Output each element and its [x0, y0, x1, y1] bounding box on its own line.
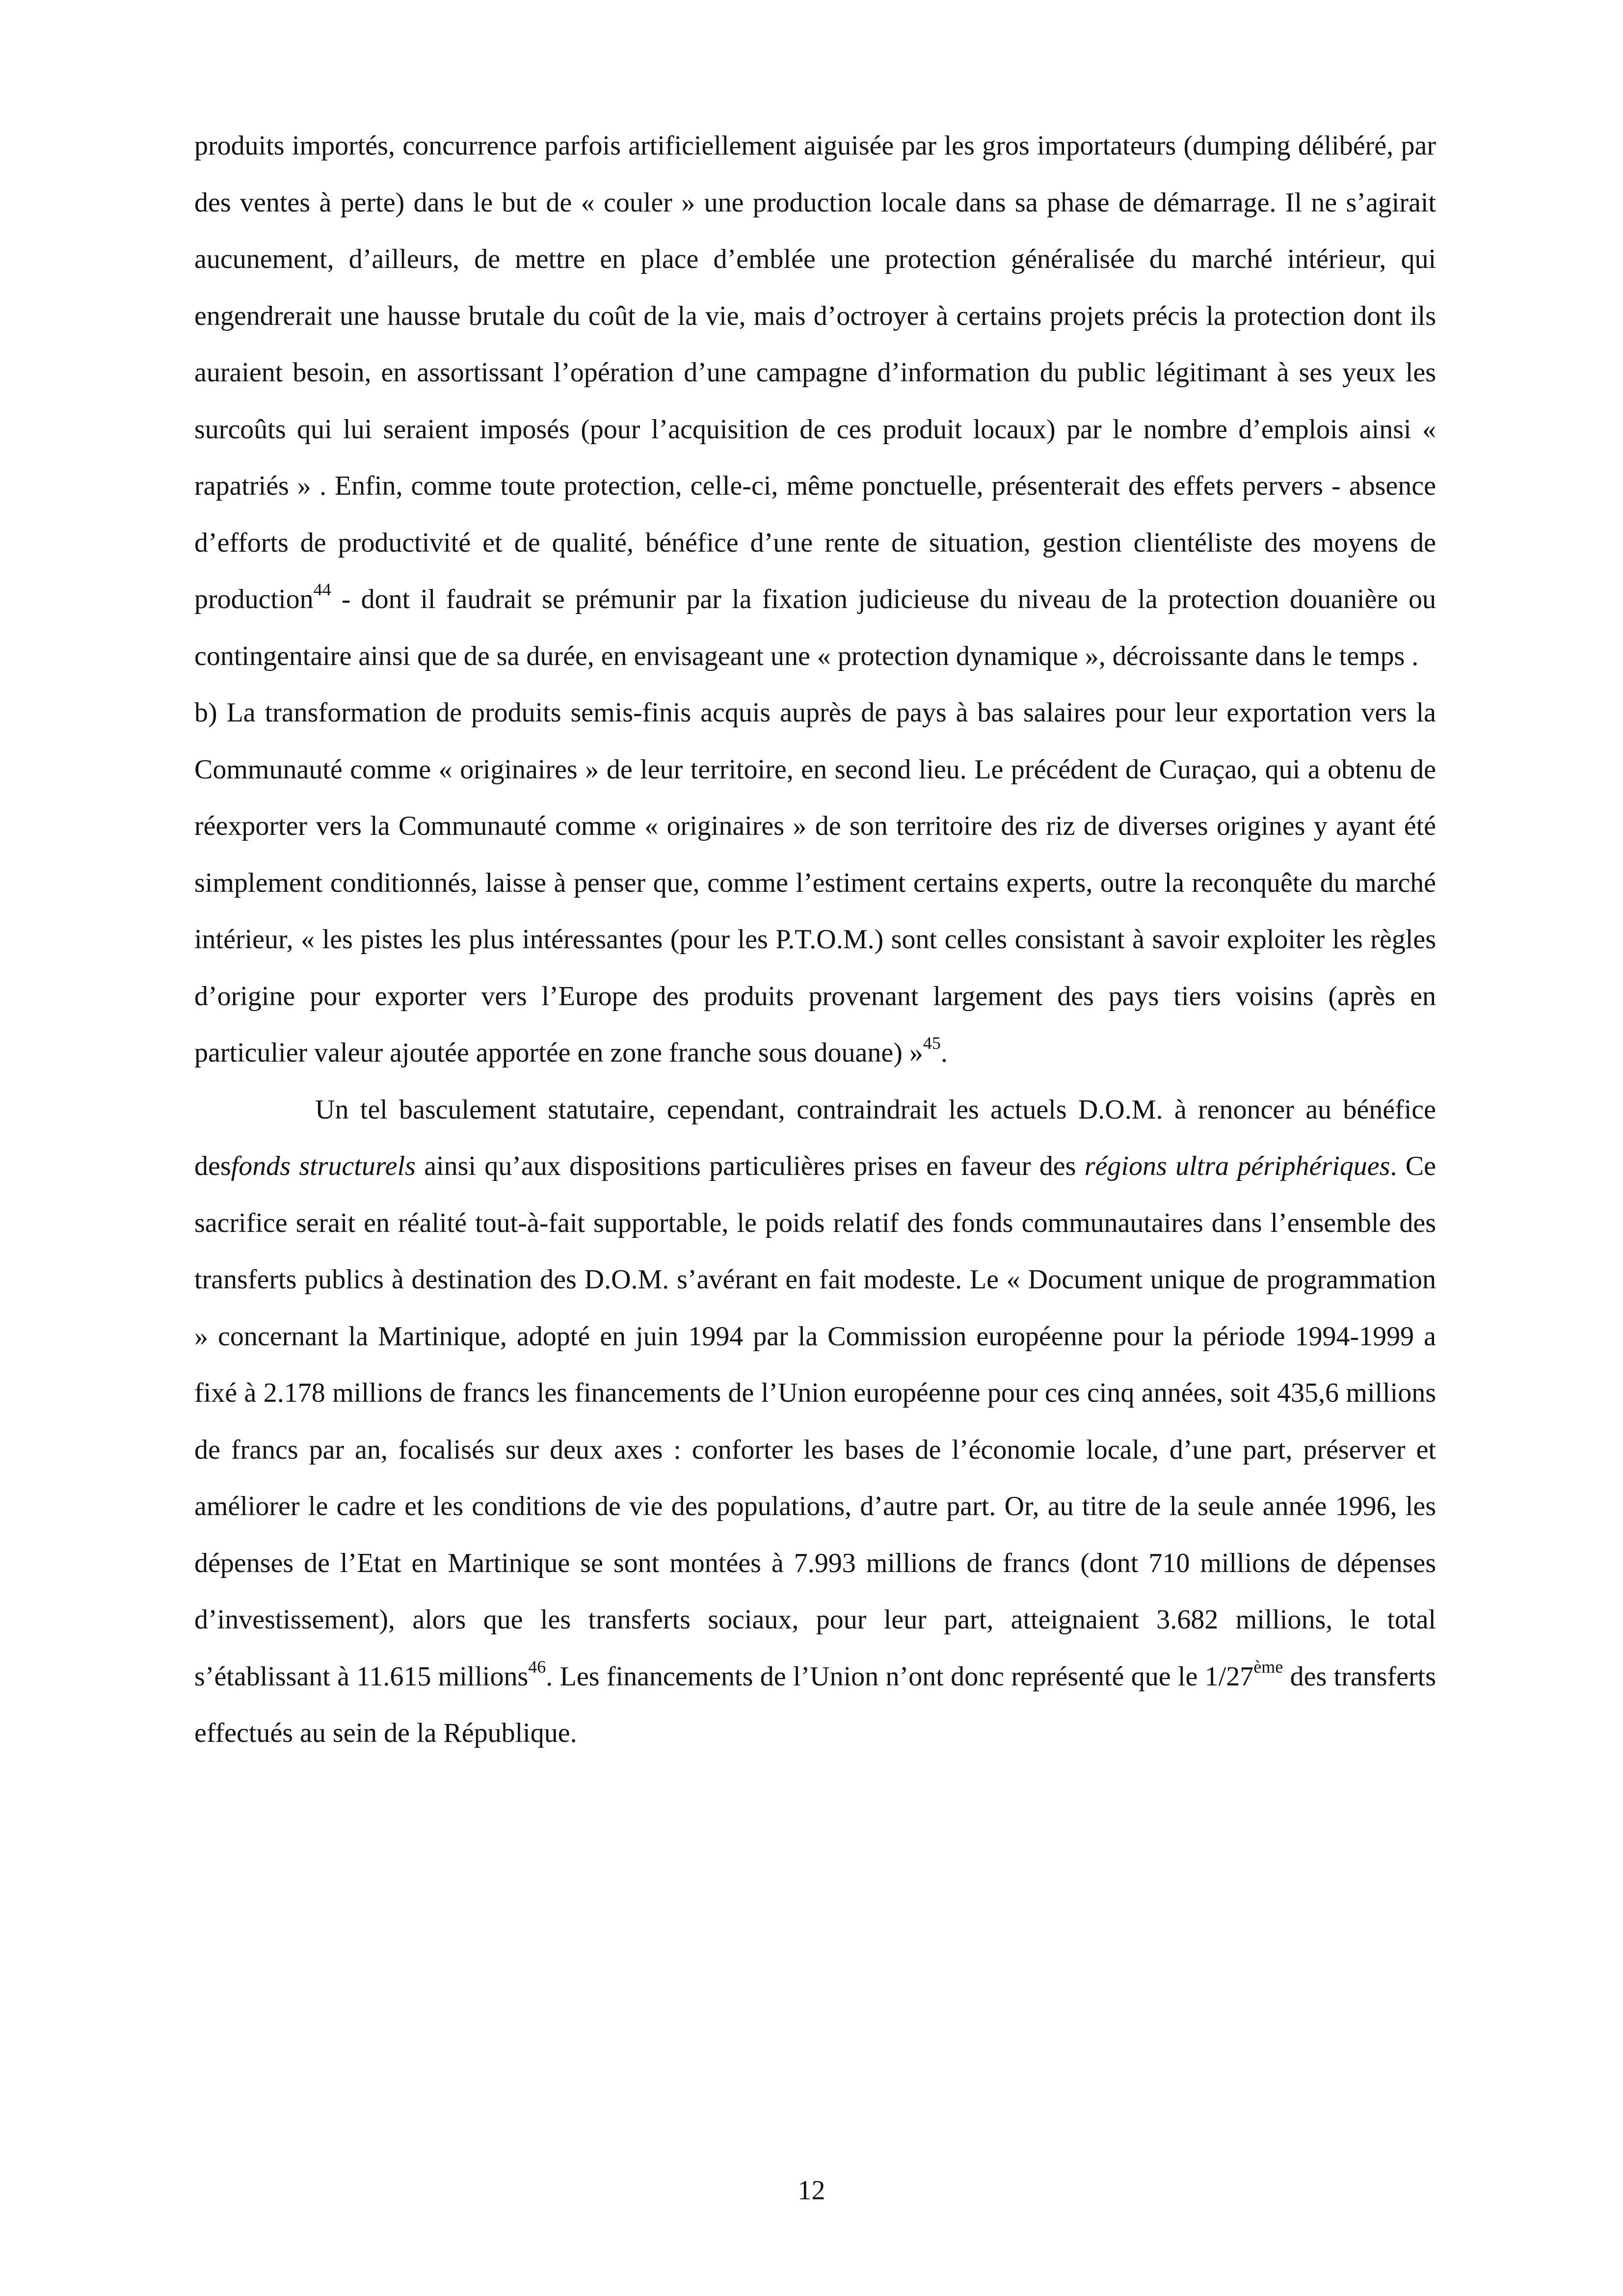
paragraph-basculement: [194, 1082, 1436, 1762]
page-number: 12: [798, 2175, 825, 2206]
paragraph-text: . Ce sacrifice serait en réalité tout-à-fait supportable, le poids relatif des fonds communautaires dans l’ensemble des transferts publics à destination des D.O.M. s’avérant en fait modeste. Le « Document unique de programmation » concernant la Martinique, adopté en juin 1994 par la Commission européenne pour la période 1994-1999 a fixé à 2.178 millions de francs les financements de l’Union européenne pour ces cinq années, soit 435,6 millions de francs par an, focalisés sur deux axes : conforter les bases de l’économie locale, d’une part, préserver et améliorer le cadre et les conditions de vie des populations, d’autre part. Or, au titre de la seule année 1996, les dépenses de l’Etat en Martinique se sont montées à 7.993 millions de francs (dont 710 millions de dépenses d’investissement), alors que les transferts sociaux, pour leur part, atteignaient 3.682 millions, le total s’établissant à 11.615 millions: [194, 1151, 1436, 1692]
paragraph-text: - dont il faudrait se prémunir par la fixation judicieuse du niveau de la protection douanière ou contingentaire ainsi que de sa durée, en envisageant une « protection dynamique », décroissante dans le temps .: [194, 584, 1436, 671]
paragraph-text: Un tel basculement statutaire, cependant, contraindrait les actuels D.O.M. à renoncer au bénéfice des: [194, 1094, 1436, 1181]
footnote-ref-45[interactable]: 45: [923, 1033, 941, 1053]
paragraph-text: ainsi qu’aux dispositions particulières prises en faveur des: [415, 1151, 1085, 1181]
document-body: [194, 118, 1436, 1762]
paragraph-text: produits importés, concurrence parfois artificiellement aiguisée par les gros importateurs (dumping délibéré, par des ventes à perte) dans le but de « couler » une production locale dans sa phase de démarrage. Il ne s’agirait aucunement, d’ailleurs, de mettre en place d’emblée une protection généralisée du marché intérieur, qui engendrerait une hausse brutale du coût de la vie, mais d’octroyer à certains projets précis la protection dont ils auraient besoin, en assortissant l’opération d’une campagne d’information du public légitimant à ses yeux les surcoûts qui lui seraient imposés (pour l’acquisition de ces produit locaux) par le nombre d’emplois ainsi « rapatriés » . Enfin, comme toute protection, celle-ci, même ponctuelle, présenterait des effets pervers - absence d’efforts de productivité et de qualité, bénéfice d’une rente de situation, gestion clientéliste des moyens de production: [194, 131, 1436, 614]
footnote-ref-44[interactable]: 44: [313, 580, 331, 599]
paragraph-protection: [194, 118, 1436, 685]
emphasis-regions-ultra-peripheriques: régions ultra périphériques: [1084, 1151, 1390, 1181]
ordinal-superscript: ème: [1253, 1656, 1283, 1677]
paragraph-text: .: [940, 1038, 948, 1068]
paragraph-text: . Les financements de l’Union n’ont donc représenté que le 1/27: [546, 1661, 1254, 1692]
paragraph-transformation: [194, 685, 1436, 1082]
emphasis-fonds-structurels: fonds structurels: [231, 1151, 416, 1181]
paragraph-text: b) La transformation de produits semis-finis acquis auprès de pays à bas salaires pour leur exportation vers la Communauté comme « originaires » de leur territoire, en second lieu. Le précédent de Curaçao, qui a obtenu de réexporter vers la Communauté comme « originaires » de son territoire des riz de diverses origines y ayant été simplement conditionnés, laisse à penser que, comme l’estiment certains experts, outre la reconquête du marché intérieur, « les pistes les plus intéressantes (pour les P.T.O.M.) sont celles consistant à savoir exploiter les règles d’origine pour exporter vers l’Europe des produits provenant largement des pays tiers voisins (après en particulier valeur ajoutée apportée en zone franche sous douane) »: [194, 697, 1436, 1068]
paragraph-text: des transferts effectués au sein de la République.: [194, 1661, 1436, 1748]
footnote-ref-46[interactable]: 46: [528, 1656, 546, 1677]
